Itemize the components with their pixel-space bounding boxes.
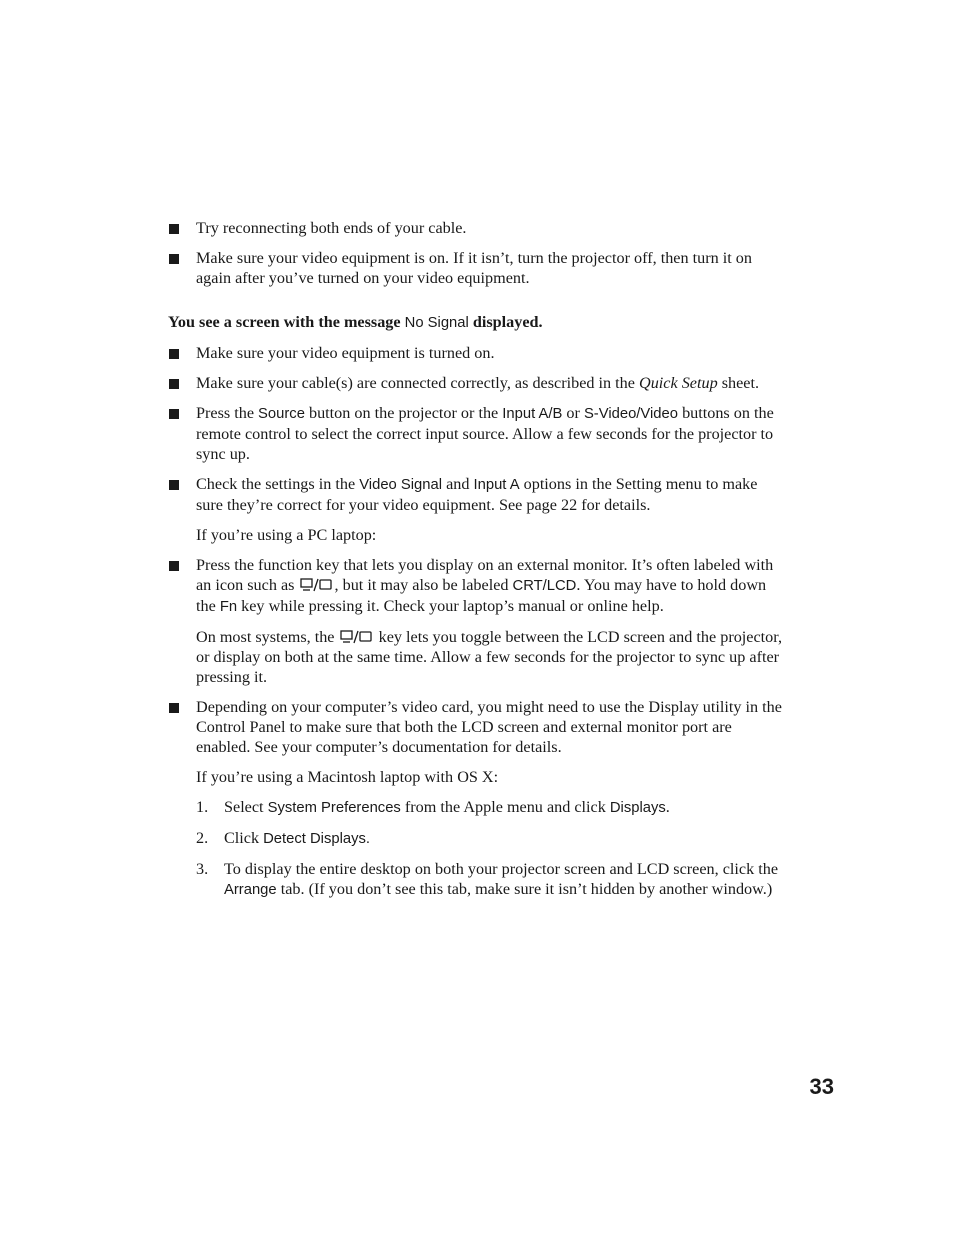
displays-label: Displays	[609, 800, 666, 816]
system-preferences-label: System Preferences	[267, 800, 401, 816]
section-heading: You see a screen with the message No Signal displayed.	[168, 313, 543, 331]
list-item: Try reconnecting both ends of your cable.	[168, 218, 786, 238]
square-bullet-icon	[169, 409, 179, 419]
monitor-lcd-toggle-icon	[340, 630, 374, 644]
list-item: Press the Source button on the projector or the Input A/B or S-Video/Video buttons on the remote control to select the correct input source. Allow a few seconds for the projector to sync up.	[168, 403, 786, 464]
square-bullet-icon	[169, 480, 179, 490]
video-signal-option: Video Signal	[359, 477, 443, 493]
input-ab-button-label: Input A/B	[502, 406, 563, 422]
paragraph: On most systems, the key lets you toggle between the LCD screen and the projector, or display on both at the same time. Allow a few seconds for the projector to sync up after pressing it.	[196, 628, 783, 686]
ui-message-text: No Signal	[404, 315, 469, 331]
quick-setup-reference: Quick Setup	[639, 374, 718, 392]
list-item: Check the settings in the Video Signal and Input A options in the Setting menu to make sure they’re correct for your video equipment. See page 22 for details.	[168, 474, 786, 515]
square-bullet-icon	[169, 379, 179, 389]
list-item: Press the function key that lets you display on an external monitor. It’s often labeled with an icon such as , but it may also be labeled CRT/LCD. You may have to hold down the Fn key while pressing it. Check your laptop’s manual or online help.	[168, 555, 786, 617]
mac-laptop-intro: If you’re using a Macintosh laptop with OS X:	[196, 768, 499, 786]
square-bullet-icon	[169, 254, 179, 264]
list-item: Depending on your computer’s video card, you might need to use the Display utility in the Control Panel to make sure that both the LCD screen and external monitor port are enabled. See your computer’s documentation for details.	[168, 697, 786, 757]
list-item: Make sure your video equipment is on. If it isn’t, turn the projector off, then turn it on again after you’ve turned on your video equipment.	[168, 248, 786, 288]
page-content	[168, 218, 786, 910]
input-a-option: Input A	[473, 477, 520, 493]
page-number: 33	[809, 1074, 834, 1099]
crt-lcd-label: CRT/LCD	[512, 578, 577, 594]
numbered-step: 2. Click Detect Displays.	[196, 829, 371, 847]
list-item: Make sure your cable(s) are connected correctly, as described in the Quick Setup sheet.	[168, 373, 786, 393]
numbered-step: 1. Select System Preferences from the Apple menu and click Displays.	[196, 798, 670, 816]
numbered-step: 3. To display the entire desktop on both your projector screen and LCD screen, click the Arrange tab. (If you don’t see this tab, make sure it isn’t hidden by another window.)	[196, 860, 779, 898]
detect-displays-label: Detect Displays.	[263, 831, 371, 847]
source-button-label: Source	[258, 406, 305, 422]
fn-key-label: Fn	[219, 599, 238, 615]
square-bullet-icon	[169, 224, 179, 234]
square-bullet-icon	[169, 561, 179, 571]
svideo-button-label: S-Video/Video	[583, 406, 679, 422]
square-bullet-icon	[169, 349, 179, 359]
square-bullet-icon	[169, 703, 179, 713]
monitor-lcd-toggle-icon	[300, 578, 334, 592]
list-item: Make sure your video equipment is turned on.	[168, 343, 786, 363]
arrange-tab-label: Arrange	[224, 882, 277, 898]
pc-laptop-intro: If you’re using a PC laptop:	[196, 526, 377, 544]
